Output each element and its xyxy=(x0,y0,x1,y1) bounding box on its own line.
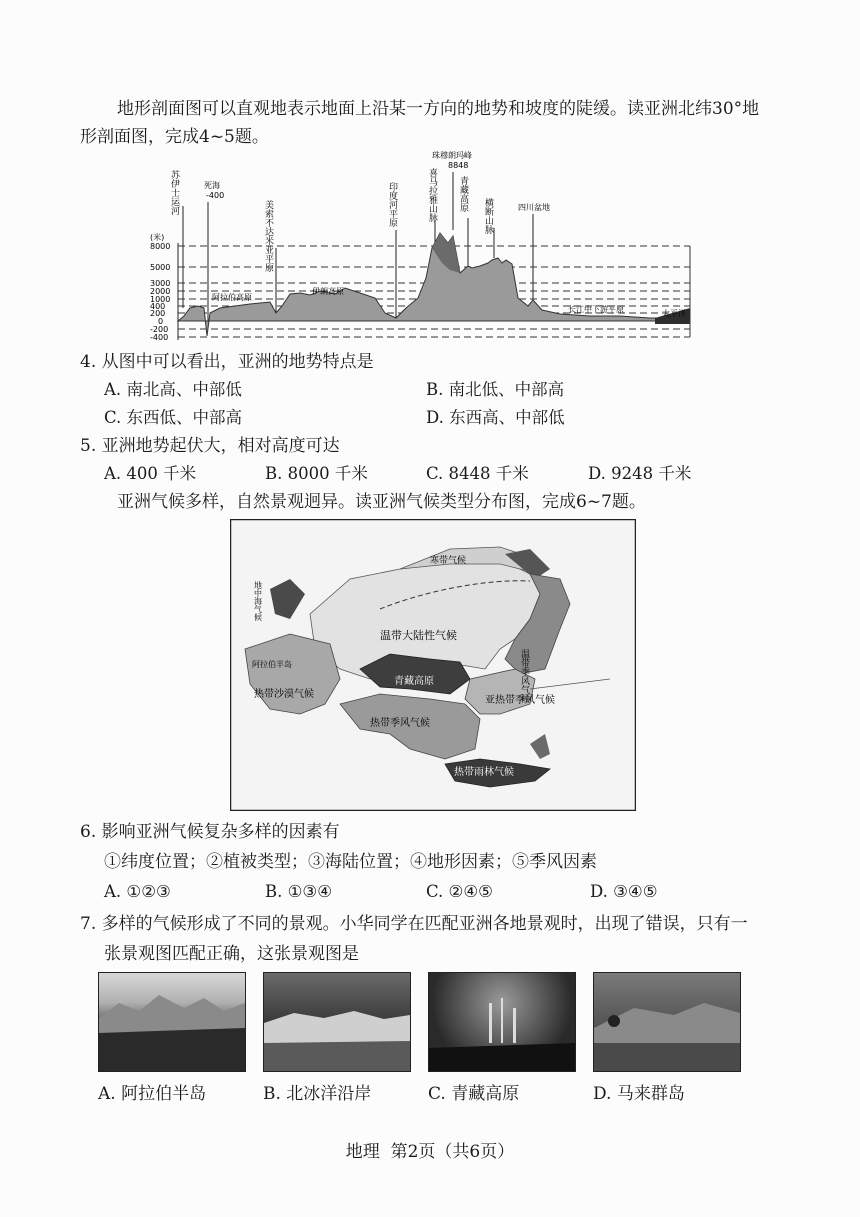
q4-option-b: B. 南北低、中部高 xyxy=(426,380,565,399)
y-tick: 400 xyxy=(150,302,166,311)
label-tibet: 青藏高原 xyxy=(458,176,468,212)
q5-option-a: A. 400 千米 xyxy=(104,464,197,483)
intro-line-2: 形剖面图，完成4~5题。 xyxy=(80,127,269,147)
label-mediterranean: 地中海气候 xyxy=(253,581,263,621)
q4-option-c: C. 东西低、中部高 xyxy=(104,408,243,427)
label-temperate-continental: 温带大陆性气候 xyxy=(380,629,457,642)
label-everest: 珠穆朗玛峰 xyxy=(432,151,472,160)
label-pacific: 太平洋 xyxy=(662,309,686,318)
label-subtropical: 亚热带季风气候 xyxy=(485,695,555,706)
q5-stem: 5. 亚洲地势起伏大，相对高度可达 xyxy=(80,436,340,456)
q7-option-c: C. 青藏高原 xyxy=(428,1084,520,1104)
q6-option-d: D. ③④⑤ xyxy=(590,882,658,901)
label-deadsea: 死海 xyxy=(204,181,220,190)
photo-d xyxy=(593,972,741,1072)
y-tick: -200 xyxy=(150,325,169,334)
label-tropical-monsoon: 热带季风气候 xyxy=(370,718,430,729)
page-footer: 地理 第2页（共6页） xyxy=(345,1142,515,1162)
y-tick: 0 xyxy=(158,317,164,326)
label-tropical-desert: 热带沙漠气候 xyxy=(254,689,314,700)
intro-2: 亚洲气候多样，自然景观迥异。读亚洲气候类型分布图，完成6~7题。 xyxy=(117,492,646,512)
label-yangtze-plain: 长江中下游平原 xyxy=(568,305,624,314)
q5-option-b: B. 8000 千米 xyxy=(265,464,368,483)
label-iran-plateau: 伊朗高原 xyxy=(312,287,344,296)
y-tick: 8000 xyxy=(150,242,171,251)
intro-line-1: 地形剖面图可以直观地表示地面上沿某一方向的地势和坡度的陡缓。读亚洲北纬30°地 xyxy=(117,99,760,119)
q6-option-b: B. ①③④ xyxy=(265,882,332,901)
label-hengduan: 横断山脉 xyxy=(483,198,493,234)
q7-stem-2: 张景观图匹配正确，这张景观图是 xyxy=(104,944,359,964)
q5-option-c: C. 8448 千米 xyxy=(426,464,529,483)
q5-option-d: D. 9248 千米 xyxy=(588,464,692,483)
q6-option-c: C. ②④⑤ xyxy=(426,882,493,901)
terrain-profile-chart xyxy=(150,148,700,344)
y-tick: 5000 xyxy=(150,263,171,272)
y-tick: -400 xyxy=(150,333,169,342)
label-plateau: 青藏高原 xyxy=(394,676,434,687)
photo-a xyxy=(98,972,246,1072)
label-suez: 苏伊士运河 xyxy=(169,170,179,215)
label-meso: 美索不达米亚平原 xyxy=(263,200,273,272)
label-arabia: 阿拉伯半岛 xyxy=(252,660,292,669)
label-temperate-monsoon: 温带季风气候 xyxy=(519,649,529,703)
q7-option-b: B. 北冰洋沿岸 xyxy=(263,1084,372,1104)
q7-stem-1: 7. 多样的气候形成了不同的景观。小华同学在匹配亚洲各地景观时，出现了错误，只有一 xyxy=(80,914,748,934)
q6-stem: 6. 影响亚洲气候复杂多样的因素有 xyxy=(80,822,340,842)
asia-climate-map xyxy=(230,519,636,811)
label-deadsea-val: -400 xyxy=(206,191,225,200)
photo-b xyxy=(263,972,411,1072)
y-tick: 3000 xyxy=(150,279,171,288)
label-sichuan: 四川盆地 xyxy=(518,203,550,212)
label-himalaya: 喜马拉雅山脉 xyxy=(427,168,437,222)
label-everest-val: 8848 xyxy=(448,161,469,170)
y-tick: 200 xyxy=(150,309,166,318)
q4-option-a: A. 南北高、中部低 xyxy=(104,380,242,399)
q7-option-a: A. 阿拉伯半岛 xyxy=(98,1084,207,1104)
y-unit: (米) xyxy=(150,233,165,242)
label-subarctic: 寒带气候 xyxy=(430,556,467,566)
q4-stem: 4. 从图中可以看出，亚洲的地势特点是 xyxy=(80,352,374,372)
q4-option-d: D. 东西高、中部低 xyxy=(426,408,565,427)
label-rainforest: 热带雨林气候 xyxy=(454,767,514,778)
label-indus: 印度河平原 xyxy=(387,182,397,227)
label-arabia-plateau: 阿拉伯高原 xyxy=(212,293,252,302)
q7-option-d: D. 马来群岛 xyxy=(593,1084,685,1104)
y-tick: 2000 xyxy=(150,287,171,296)
q6-option-a: A. ①②③ xyxy=(104,882,171,901)
y-tick: 1000 xyxy=(150,295,171,304)
photo-c xyxy=(428,972,576,1072)
q6-factors: ①纬度位置；②植被类型；③海陆位置；④地形因素；⑤季风因素 xyxy=(104,852,597,872)
